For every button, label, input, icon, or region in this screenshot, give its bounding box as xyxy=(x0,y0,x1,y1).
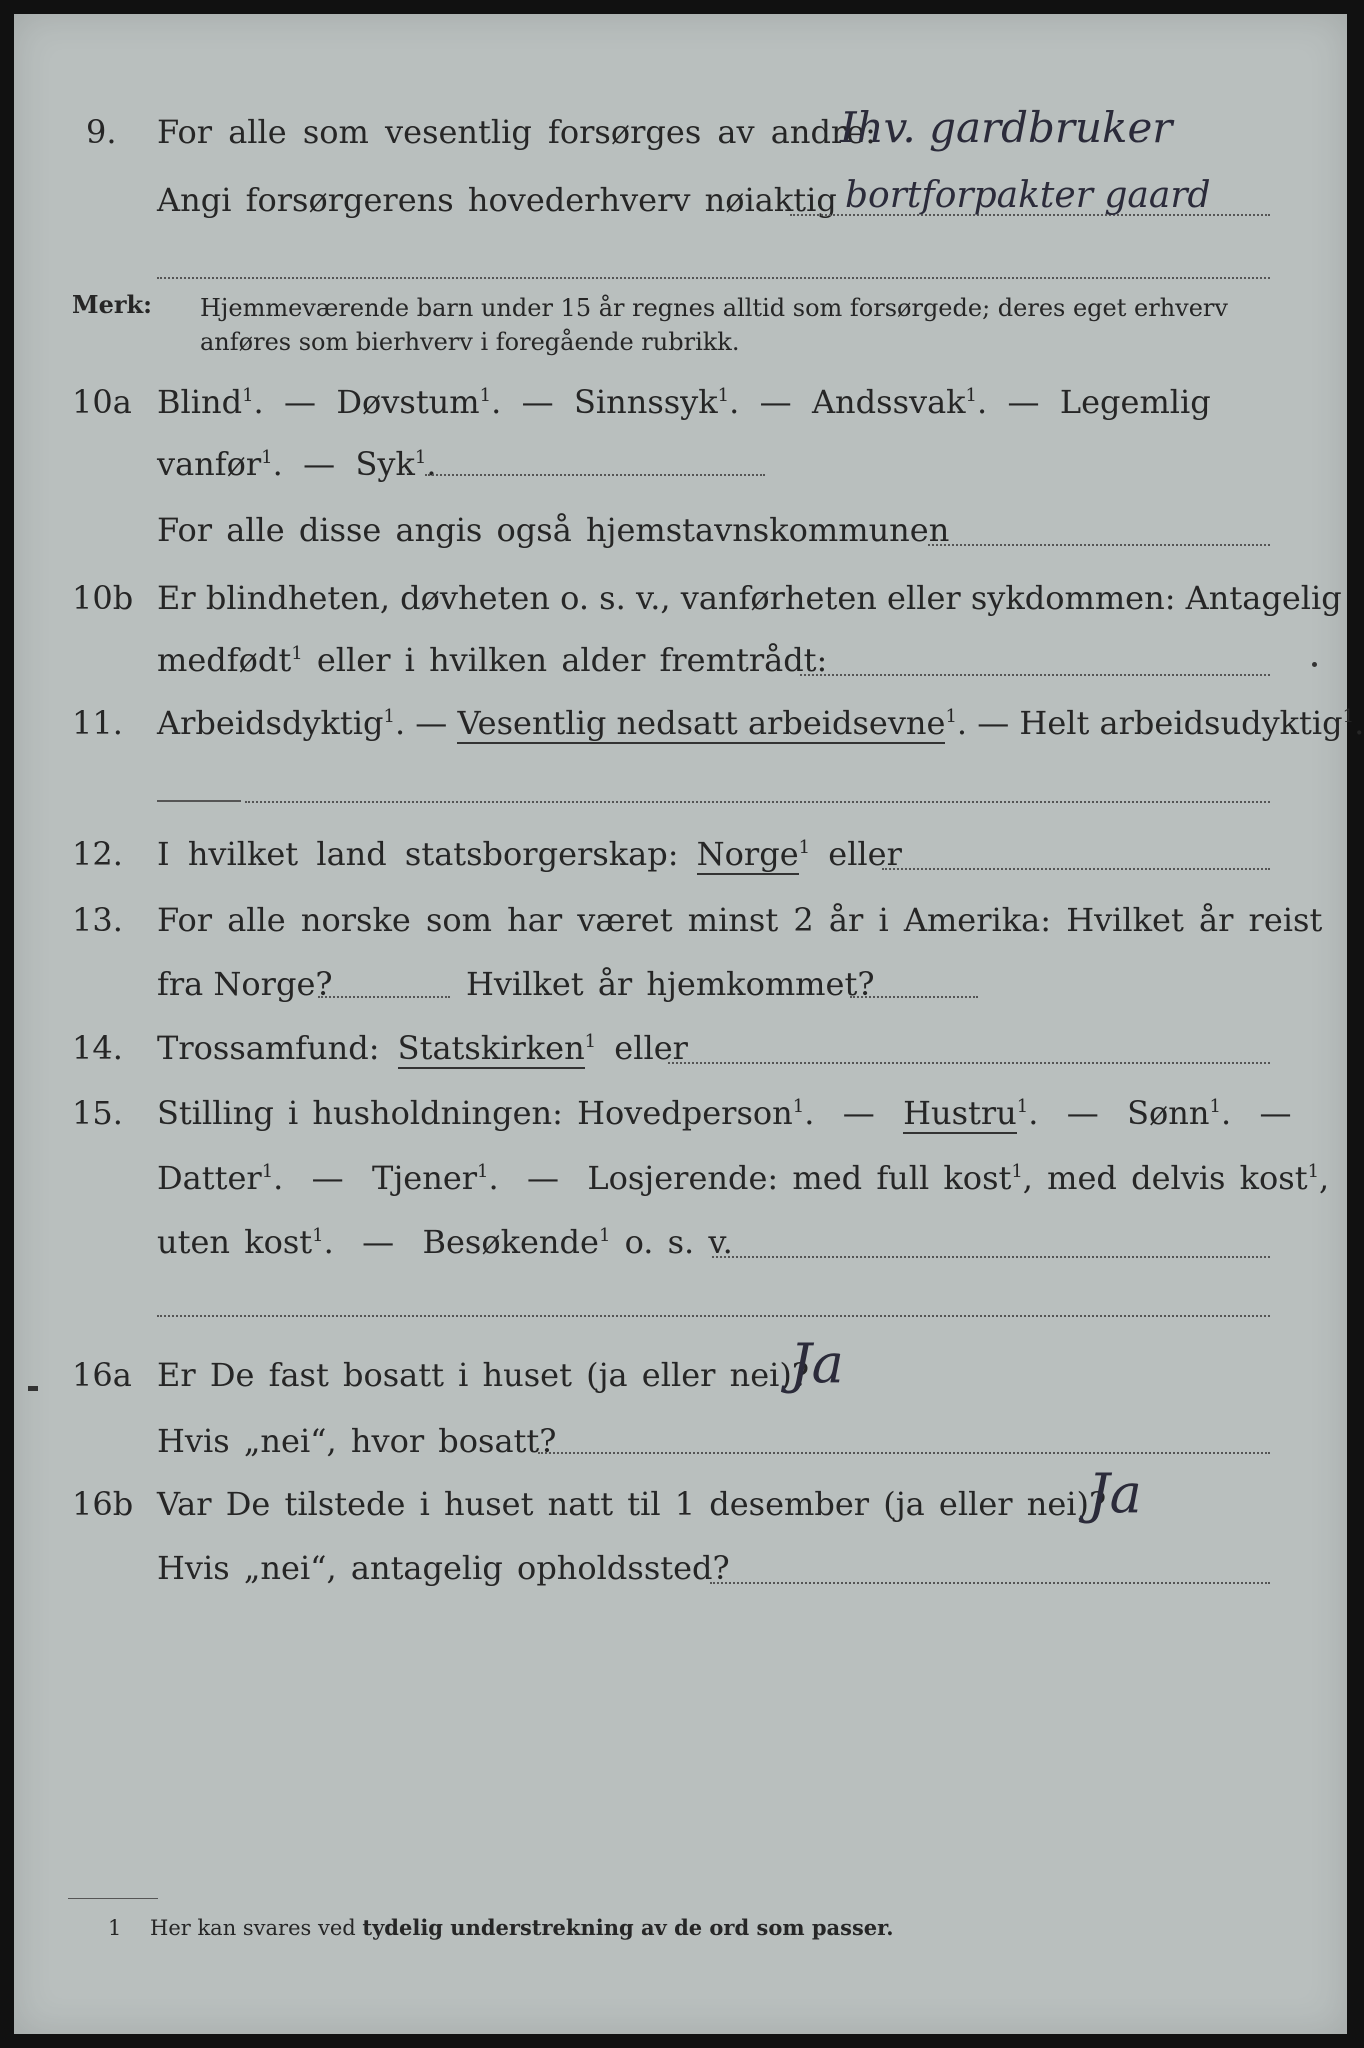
q11-line1: Arbeidsdyktig$^1$. — Vesentlig nedsatt arbeidsevne$^1$. — Helt arbeidsudyktig$^1$. xyxy=(157,704,1364,742)
q10b-line2: medfødt$^1$ eller i hvilken alder fremtrådt: xyxy=(157,641,828,679)
q10b-number: 10b xyxy=(72,579,134,617)
note-line1: Hjemmeværende barn under 15 år regnes alltid som forsørgede; deres eget erhverv xyxy=(200,294,1228,322)
opt-vanfor: vanfør xyxy=(157,445,262,483)
opt-andssvak: Andssvak xyxy=(811,383,966,421)
footnote-pre: Her kan svares ved xyxy=(150,1916,356,1940)
q12-label: I hvilket land statsborgerskap: xyxy=(157,835,679,873)
q12-eller: eller xyxy=(828,835,902,873)
q10a-line1: Blind$^1$. — Døvstum$^1$. — Sinnssyk$^1$. — Andssvak$^1$. — Legemlig xyxy=(157,383,1211,421)
q12-number: 12. xyxy=(72,835,123,873)
opt-sinnssyk: Sinnssyk xyxy=(573,383,718,421)
q15-osv: o. s. v. xyxy=(624,1223,733,1261)
q15-number: 15. xyxy=(72,1094,123,1132)
q16a-line1: Er De fast bosatt i huset (ja eller nei)? xyxy=(157,1356,810,1394)
opt-syk: Syk xyxy=(355,445,415,483)
q15-line3: uten kost$^1$. — Besøkende$^1$ o. s. v. xyxy=(157,1223,733,1261)
opt-statskirken-underlined: Statskirken xyxy=(397,1029,585,1067)
q13-leader-1 xyxy=(318,996,450,998)
opt-medfodt: medfødt xyxy=(157,641,292,679)
q16b-line2: Hvis „nei“, antagelig opholdssted? xyxy=(157,1549,730,1587)
q16a-handwritten-answer: Ja xyxy=(790,1332,844,1395)
margin-mark xyxy=(28,1386,38,1391)
q13-leader-2 xyxy=(850,996,978,998)
ink-dot xyxy=(1312,662,1317,667)
q9-separator xyxy=(157,277,1270,279)
footnote-bold: tydelig understrekning av de ord som passer. xyxy=(362,1915,894,1940)
q11-leader xyxy=(245,801,1270,803)
q13-line2b: Hvilket år hjemkommet? xyxy=(466,965,875,1003)
note-line2: anføres som bierhverv i foregående rubrikk. xyxy=(200,328,740,356)
footnote-rule xyxy=(68,1898,158,1899)
q12-leader xyxy=(882,868,1270,870)
q9-line1: For alle som vesentlig forsørges av andre: xyxy=(157,113,876,151)
q16a-number: 16a xyxy=(72,1356,132,1394)
opt-arbeidsdyktig: Arbeidsdyktig xyxy=(157,704,384,742)
opt-besokende: Besøkende xyxy=(422,1223,599,1261)
q10a-line2: vanfør$^1$. — Syk$^1$. xyxy=(157,445,437,483)
opt-blind: Blind xyxy=(157,383,243,421)
opt-hustru-underlined: Hustru xyxy=(903,1094,1017,1132)
q16b-leader xyxy=(710,1582,1270,1584)
footnote-text xyxy=(150,1908,894,1948)
q12-line: I hvilket land statsborgerskap: Norge$^1$ eller xyxy=(157,835,902,873)
q11-number: 11. xyxy=(72,704,123,742)
q15-extra-line xyxy=(157,1315,1270,1317)
q10a-number: 10a xyxy=(72,383,132,421)
q10b-line1: Er blindheten, døvheten o. s. v., vanførheten eller sykdommen: Antagelig xyxy=(157,579,1342,617)
q10a-line3-leader xyxy=(928,544,1270,546)
opt-delvis-kost: med delvis kost xyxy=(1047,1159,1308,1197)
q11-short-rule xyxy=(157,800,241,802)
q13-number: 13. xyxy=(72,901,123,939)
q9-line2: Angi forsørgerens hovederhverv nøiaktig xyxy=(157,181,837,219)
q13-line2a: fra Norge? xyxy=(157,965,333,1003)
q14-label: Trossamfund: xyxy=(157,1029,380,1067)
opt-uten-kost: uten kost xyxy=(157,1223,313,1261)
q9-handwritten-1: Ihv. gardbruker xyxy=(840,103,1173,152)
q14-number: 14. xyxy=(72,1029,123,1067)
q9-handwritten-2: bortforpakter gaard xyxy=(845,175,1211,216)
q10a-line2-leader xyxy=(425,474,765,476)
opt-hovedperson: Stilling i husholdningen: Hovedperson xyxy=(157,1094,793,1132)
q15-leader xyxy=(712,1256,1270,1258)
q15-line1: Stilling i husholdningen: Hovedperson$^1$. — Hustru$^1$. — Sønn$^1$. — xyxy=(157,1094,1292,1132)
q13-line1: For alle norske som har været minst 2 år i Amerika: Hvilket år reist xyxy=(157,901,1323,939)
opt-dovstum: Døvstum xyxy=(336,383,480,421)
q10b-alder: eller i hvilken alder fremtrådt: xyxy=(316,641,828,679)
q9-number: 9. xyxy=(86,113,117,151)
opt-sonn: Sønn xyxy=(1127,1094,1210,1132)
opt-legemlig: Legemlig xyxy=(1059,383,1211,421)
q14-leader xyxy=(668,1062,1270,1064)
opt-datter: Datter xyxy=(157,1159,262,1197)
opt-tjener: Tjener xyxy=(372,1159,478,1197)
opt-nedsatt-underlined: Vesentlig nedsatt arbeidsevne xyxy=(457,704,946,742)
opt-udyktig: Helt arbeidsudyktig xyxy=(1019,704,1343,742)
q16b-number: 16b xyxy=(72,1485,134,1523)
footnote-mark: 1 xyxy=(108,1916,122,1940)
note-label: Merk: xyxy=(72,290,152,319)
q16a-line2: Hvis „nei“, hvor bosatt? xyxy=(157,1422,557,1460)
q14-line: Trossamfund: Statskirken$^1$ eller xyxy=(157,1029,688,1067)
q10b-leader xyxy=(800,674,1270,676)
q10a-line3: For alle disse angis også hjemstavnskommunen xyxy=(157,511,950,549)
opt-losjerende: Losjerende: med full kost xyxy=(587,1159,1012,1197)
q16b-handwritten-answer: Ja xyxy=(1088,1462,1142,1525)
q16a-leader xyxy=(538,1452,1270,1454)
q16b-line1: Var De tilstede i huset natt til 1 desember (ja eller nei)? xyxy=(157,1485,1107,1523)
q15-line2: Datter$^1$. — Tjener$^1$. — Losjerende: med full kost$^1$, med delvis kost$^1$, xyxy=(157,1159,1330,1197)
q14-eller: eller xyxy=(614,1029,688,1067)
opt-norge-underlined: Norge xyxy=(696,835,799,873)
